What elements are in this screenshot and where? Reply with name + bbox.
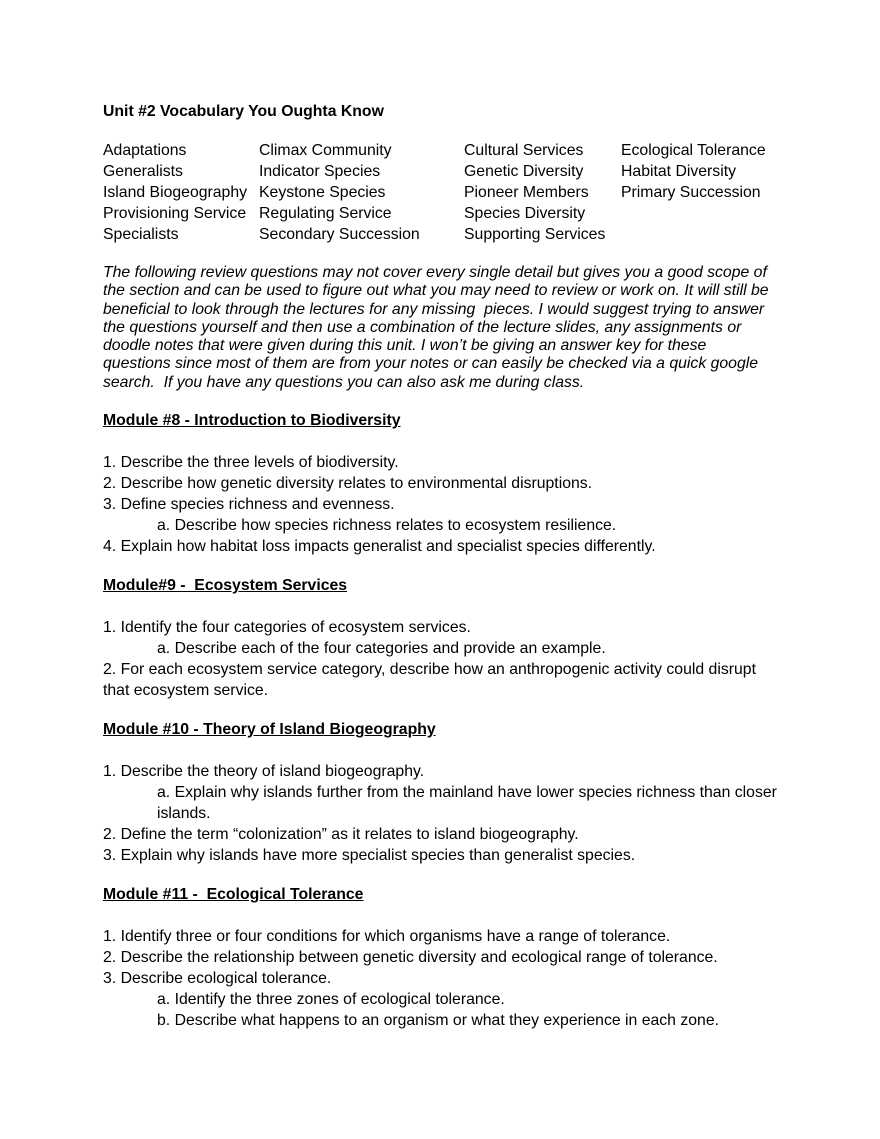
vocabulary-column-2 bbox=[259, 140, 464, 245]
question-subitem: a. Describe each of the four categories and provide an example. bbox=[157, 640, 606, 658]
vocabulary-column-3 bbox=[464, 140, 621, 245]
section-heading: Module#9 - Ecosystem Services bbox=[103, 577, 348, 595]
question-item: 3. Describe ecological tolerance. bbox=[103, 970, 332, 988]
section-heading: Module #8 - Introduction to Biodiversity bbox=[103, 412, 401, 430]
vocabulary-term: Cultural Services bbox=[464, 142, 584, 159]
vocabulary-term: Supporting Services bbox=[464, 226, 606, 243]
vocabulary-term: Generalists bbox=[103, 163, 183, 180]
vocabulary-term: Secondary Succession bbox=[259, 226, 420, 243]
intro-paragraph: The following review questions may not cover every single detail but gives you a good scope of the section and can be used to figure out what you may need to review or work on. It will still be beneficial to look through the lectures for any missing pieces. I would suggest trying to answer the questions yourself and then use a combination of the lecture slides, any assignments or doodle notes that were given during this unit. I won’t be giving an answer key for these questions since most of them are from your notes or can easily be checked via a quick google search. If you have any questions you can also ask me during class. bbox=[103, 264, 773, 391]
vocabulary-term: Regulating Service bbox=[259, 205, 392, 222]
vocabulary-list bbox=[103, 140, 777, 245]
vocabulary-term: Keystone Species bbox=[259, 184, 386, 201]
vocabulary-term: Adaptations bbox=[103, 142, 187, 159]
section-module-11 bbox=[103, 884, 777, 1031]
question-subitem: a. Explain why islands further from the mainland have lower species richness than closer islands. bbox=[157, 784, 782, 823]
question-item: 2. For each ecosystem service category, describe how an anthropogenic activity could disrupt that ecosystem service. bbox=[103, 661, 761, 700]
vocabulary-term: Indicator Species bbox=[259, 163, 381, 180]
vocabulary-term: Genetic Diversity bbox=[464, 163, 584, 180]
section-module-10 bbox=[103, 719, 782, 866]
question-subitem: a. Identify the three zones of ecological tolerance. bbox=[157, 991, 505, 1009]
vocabulary-term: Specialists bbox=[103, 226, 179, 243]
question-item: 2. Describe how genetic diversity relates to environmental disruptions. bbox=[103, 475, 593, 493]
question-item: 1. Describe the theory of island biogeography. bbox=[103, 763, 425, 781]
vocabulary-term: Climax Community bbox=[259, 142, 392, 159]
question-list bbox=[103, 761, 782, 866]
vocabulary-term: Provisioning Service bbox=[103, 205, 247, 222]
vocabulary-term: Primary Succession bbox=[621, 184, 761, 201]
vocabulary-term: Habitat Diversity bbox=[621, 163, 736, 180]
vocabulary-term: Species Diversity bbox=[464, 205, 586, 222]
document-title: Unit #2 Vocabulary You Oughta Know bbox=[103, 103, 384, 120]
question-item: 4. Explain how habitat loss impacts generalist and specialist species differently. bbox=[103, 538, 656, 556]
question-item: 1. Identify the four categories of ecosystem services. bbox=[103, 619, 471, 637]
question-item: 1. Describe the three levels of biodiversity. bbox=[103, 454, 399, 472]
question-item: 3. Define species richness and evenness. bbox=[103, 496, 395, 514]
question-list bbox=[103, 452, 777, 557]
question-item: 1. Identify three or four conditions for which organisms have a range of tolerance. bbox=[103, 928, 671, 946]
question-item: 2. Define the term “colonization” as it relates to island biogeography. bbox=[103, 826, 579, 844]
section-module-9 bbox=[103, 575, 777, 701]
question-item: 3. Explain why islands have more specialist species than generalist species. bbox=[103, 847, 636, 865]
vocabulary-term: Ecological Tolerance bbox=[621, 142, 766, 159]
vocabulary-term: Island Biogeography bbox=[103, 184, 248, 201]
question-subitem: b. Describe what happens to an organism or what they experience in each zone. bbox=[157, 1012, 720, 1030]
vocabulary-term: Pioneer Members bbox=[464, 184, 589, 201]
vocabulary-column-4 bbox=[621, 140, 777, 245]
question-list bbox=[103, 926, 777, 1031]
section-heading: Module #10 - Theory of Island Biogeography bbox=[103, 721, 436, 739]
question-list bbox=[103, 617, 777, 701]
question-item: 2. Describe the relationship between genetic diversity and ecological range of tolerance. bbox=[103, 949, 718, 967]
section-module-8 bbox=[103, 410, 777, 557]
section-heading: Module #11 - Ecological Tolerance bbox=[103, 886, 364, 904]
question-subitem: a. Describe how species richness relates to ecosystem resilience. bbox=[157, 517, 617, 535]
vocabulary-column-1 bbox=[103, 140, 259, 245]
